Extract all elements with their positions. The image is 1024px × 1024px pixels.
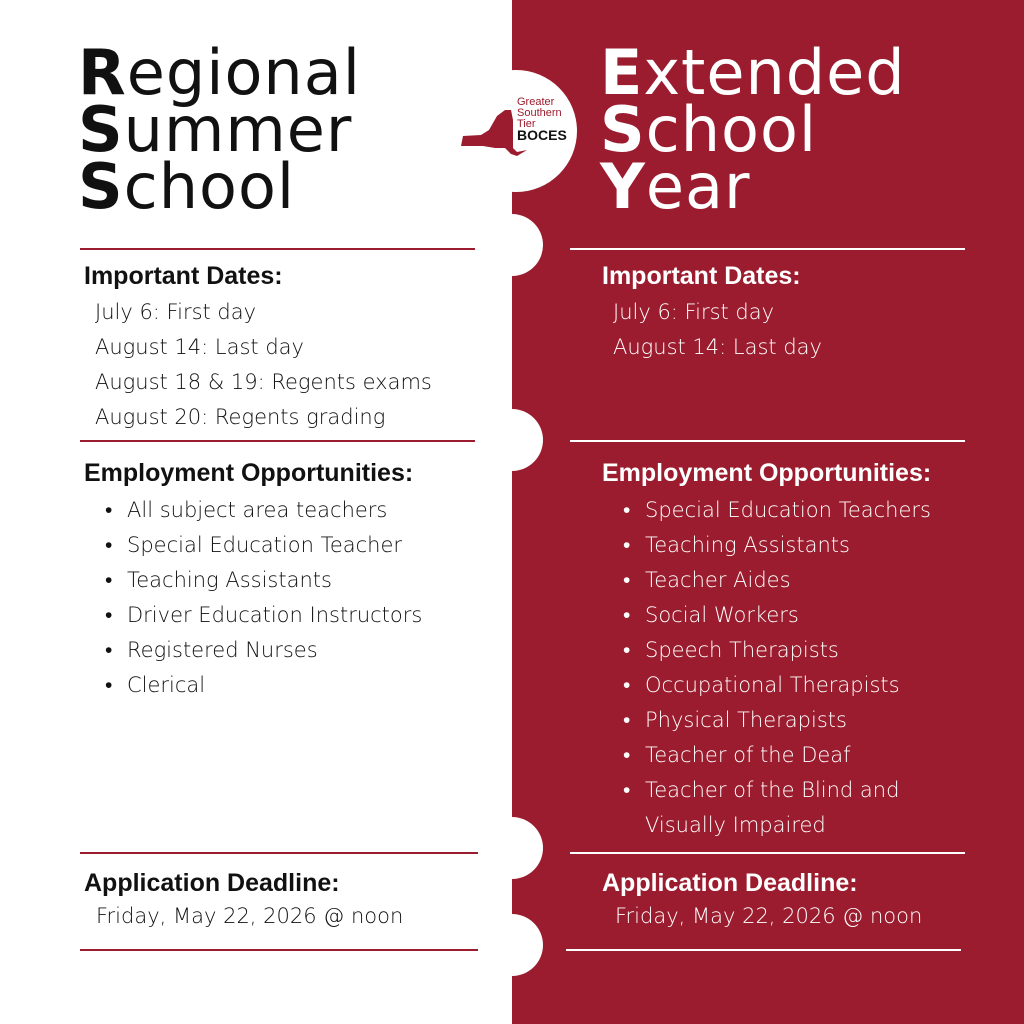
job-item: • Teacher of the Blind and Visually Impaired [645, 773, 945, 843]
divider [566, 949, 961, 951]
job-item: • Driver Education Instructors [127, 598, 422, 633]
date-item: August 18 & 19: Regents exams [95, 370, 432, 394]
job-item: • Teacher Aides [645, 563, 945, 598]
right-deadline-heading: Application Deadline: [602, 869, 858, 897]
left-jobs-list [127, 493, 422, 703]
left-dates-heading: Important Dates: [84, 262, 283, 290]
left-title: Regional Summer School [78, 36, 361, 223]
left-deadline: Friday, May 22, 2026 @ noon [96, 904, 404, 928]
job-item: • Clerical [127, 668, 422, 703]
right-jobs-list [645, 493, 945, 843]
job-item: • Occupational Therapists [645, 668, 945, 703]
job-item: • Physical Therapists [645, 703, 945, 738]
job-item: • Social Workers [645, 598, 945, 633]
svg-text:Greater: Greater [517, 96, 555, 108]
job-item: • Registered Nurses [127, 633, 422, 668]
left-dates-list [95, 295, 432, 435]
date-item: July 6: First day [95, 300, 257, 324]
svg-text:Tier: Tier [517, 118, 536, 130]
right-deadline: Friday, May 22, 2026 @ noon [615, 904, 923, 928]
job-item: • Teacher of the Deaf [645, 738, 945, 773]
left-deadline-heading: Application Deadline: [84, 869, 340, 897]
date-item: August 14: Last day [95, 335, 304, 359]
job-item: • Teaching Assistants [645, 528, 945, 563]
job-item: • Teaching Assistants [127, 563, 422, 598]
divider [80, 852, 478, 854]
decorative-notch [481, 409, 543, 471]
divider [80, 949, 478, 951]
decorative-notch [481, 214, 543, 276]
divider [80, 248, 475, 250]
new-york-state-icon [455, 70, 577, 192]
divider [570, 852, 965, 854]
divider [570, 440, 965, 442]
date-item: August 14: Last day [613, 335, 822, 359]
boces-logo [455, 70, 577, 192]
svg-text:Southern: Southern [517, 107, 562, 119]
job-item: • Speech Therapists [645, 633, 945, 668]
divider [570, 248, 965, 250]
left-employment-heading: Employment Opportunities: [84, 459, 414, 487]
right-dates-heading: Important Dates: [602, 262, 801, 290]
date-item: August 20: Regents grading [95, 405, 386, 429]
date-item: July 6: First day [613, 300, 775, 324]
right-title: Extended School Year [600, 36, 906, 223]
right-dates-list [613, 295, 822, 365]
right-employment-heading: Employment Opportunities: [602, 459, 932, 487]
job-item: • Special Education Teachers [645, 493, 945, 528]
divider [80, 440, 475, 442]
svg-text:BOCES: BOCES [517, 127, 567, 143]
decorative-notch [481, 914, 543, 976]
decorative-notch [481, 817, 543, 879]
job-item: • Special Education Teacher [127, 528, 422, 563]
job-item: • All subject area teachers [127, 493, 422, 528]
